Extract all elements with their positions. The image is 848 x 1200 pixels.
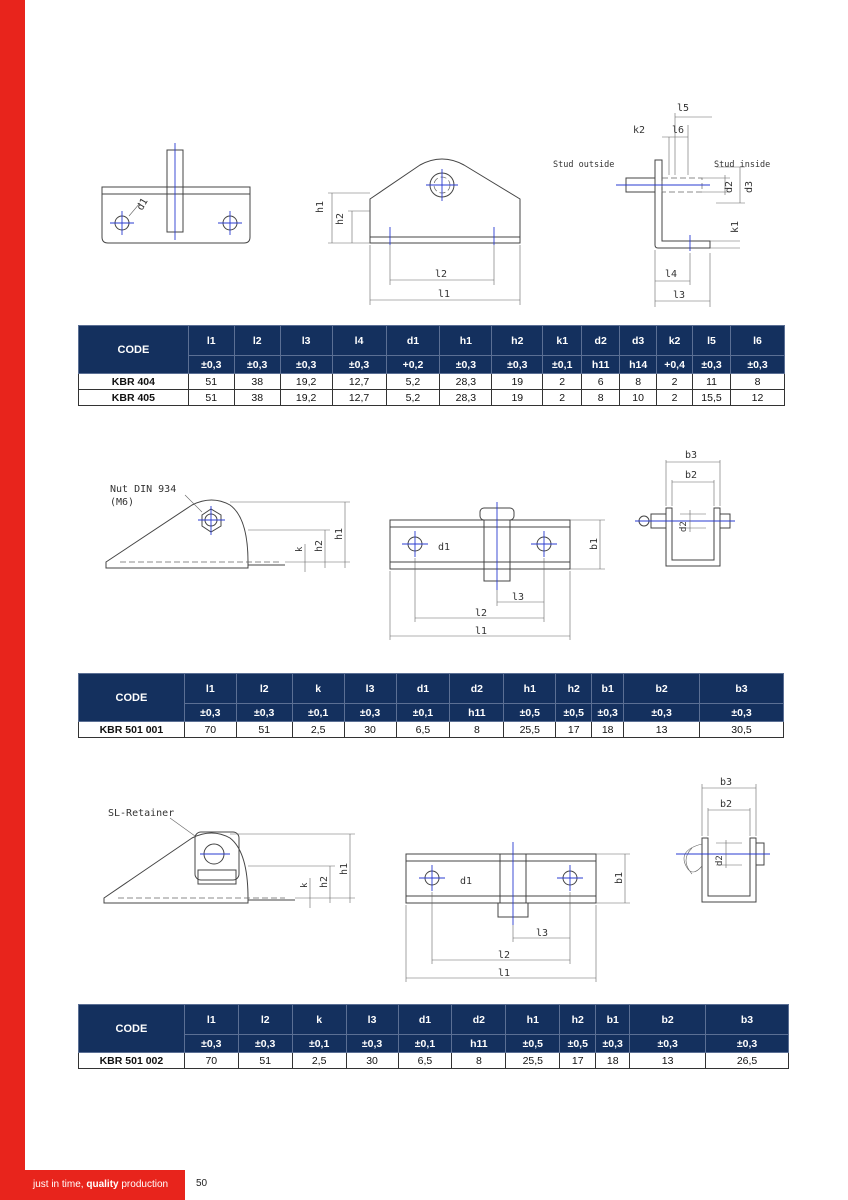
tol-d2: h11 — [450, 704, 504, 722]
header-l6: l6 — [731, 326, 785, 356]
code-header: CODE — [79, 1005, 185, 1053]
footer-tagline — [25, 1170, 185, 1200]
tol-h1: ±0,3 — [440, 356, 492, 374]
tol-h2: ±0,5 — [560, 1035, 596, 1053]
cell: 12,7 — [332, 374, 386, 390]
label-l6: l6 — [672, 125, 685, 136]
label-stud-outside: Stud outside — [553, 160, 615, 170]
cell: 30 — [344, 722, 396, 738]
header-l1: l1 — [184, 674, 236, 704]
header-b1: b1 — [596, 1005, 630, 1035]
tolerance-row — [79, 1035, 789, 1053]
footer-tagline-post: production — [118, 1179, 169, 1190]
header-b2: b2 — [630, 1005, 706, 1035]
label-l1: l1 — [438, 289, 451, 300]
header-d1: d1 — [386, 326, 440, 356]
header-l5: l5 — [693, 326, 731, 356]
label-h2: h2 — [335, 212, 346, 225]
cell: 70 — [184, 1053, 238, 1069]
label-l4: l4 — [665, 269, 678, 280]
label-b3: b3 — [720, 777, 733, 788]
label-k: k — [300, 882, 310, 888]
label-d1: d1 — [438, 542, 451, 553]
header-k2: k2 — [657, 326, 693, 356]
tol-l1: ±0,3 — [188, 356, 234, 374]
drawing-kbr-501-001 — [80, 440, 780, 645]
cell: 25,5 — [504, 722, 556, 738]
cell: 51 — [188, 374, 234, 390]
label-h1: h1 — [334, 527, 345, 540]
tol-b3: ±0,3 — [706, 1035, 789, 1053]
label-b3: b3 — [685, 450, 698, 461]
tol-d1: +0,2 — [386, 356, 440, 374]
tol-b2: ±0,3 — [624, 704, 700, 722]
cell: 2 — [657, 390, 693, 406]
cell: 30,5 — [700, 722, 784, 738]
bracket-front-view — [328, 159, 520, 305]
label-k1: k1 — [730, 220, 741, 233]
header-row — [79, 326, 785, 356]
cell: 18 — [592, 722, 624, 738]
label-d2: d2 — [679, 521, 689, 532]
header-l2: l2 — [236, 674, 292, 704]
label-d3: d3 — [744, 180, 755, 193]
label-h2: h2 — [319, 875, 330, 888]
header-d2: d2 — [452, 1005, 506, 1035]
cell: 19,2 — [280, 374, 332, 390]
table-row — [79, 374, 785, 390]
cell: 8 — [731, 374, 785, 390]
footer-tagline-bold: quality — [86, 1179, 119, 1190]
label-b1: b1 — [614, 871, 625, 884]
spec-table-kbr-501-002 — [78, 1004, 789, 1069]
bracket-top-view — [390, 502, 605, 640]
label-h1: h1 — [339, 862, 350, 875]
tol-k: ±0,1 — [292, 1035, 346, 1053]
cell: 12,7 — [332, 390, 386, 406]
bracket-top-view-retainer — [406, 842, 630, 982]
tol-b3: ±0,3 — [700, 704, 784, 722]
header-l3: l3 — [344, 674, 396, 704]
drawing-kbr-501-002 — [80, 770, 780, 990]
header-row — [79, 1005, 789, 1035]
cell: 8 — [452, 1053, 506, 1069]
cell: 30 — [346, 1053, 398, 1069]
cell: 17 — [556, 722, 592, 738]
header-h1: h1 — [506, 1005, 560, 1035]
bracket-side-view-retainer — [104, 818, 355, 908]
tol-l1: ±0,3 — [184, 1035, 238, 1053]
cell: 38 — [234, 390, 280, 406]
header-d2: d2 — [450, 674, 504, 704]
tol-l6: ±0,3 — [731, 356, 785, 374]
cell: 28,3 — [440, 374, 492, 390]
tol-l2: ±0,3 — [238, 1035, 292, 1053]
row-code: KBR 501 001 — [79, 722, 185, 738]
header-h1: h1 — [440, 326, 492, 356]
cell: 51 — [188, 390, 234, 406]
spec-table-kbr-404 — [78, 325, 785, 406]
spec-table-kbr-501-001 — [78, 673, 784, 738]
header-h2: h2 — [492, 326, 543, 356]
tol-l2: ±0,3 — [234, 356, 280, 374]
cell: 2 — [543, 390, 582, 406]
code-header: CODE — [79, 326, 189, 374]
tol-l3: ±0,3 — [280, 356, 332, 374]
label-l3: l3 — [536, 928, 549, 939]
cell: 17 — [560, 1053, 596, 1069]
tol-k1: ±0,1 — [543, 356, 582, 374]
header-h2: h2 — [560, 1005, 596, 1035]
drawing-kbr-404 — [80, 95, 780, 315]
tol-h2: ±0,5 — [556, 704, 592, 722]
tol-b1: ±0,3 — [596, 1035, 630, 1053]
code-header: CODE — [79, 674, 185, 722]
label-l1: l1 — [475, 626, 488, 637]
header-l3: l3 — [280, 326, 332, 356]
tol-l2: ±0,3 — [236, 704, 292, 722]
cell: 5,2 — [386, 390, 440, 406]
tol-d1: ±0,1 — [398, 1035, 452, 1053]
header-h1: h1 — [504, 674, 556, 704]
tolerance-row — [79, 704, 784, 722]
tol-k2: +0,4 — [657, 356, 693, 374]
red-side-bar — [0, 0, 25, 1200]
header-b3: b3 — [706, 1005, 789, 1035]
cell: 18 — [596, 1053, 630, 1069]
label-m6: (M6) — [110, 497, 135, 508]
label-b2: b2 — [685, 470, 698, 481]
header-d1: d1 — [396, 674, 450, 704]
cell: 28,3 — [440, 390, 492, 406]
label-d2: d2 — [724, 180, 735, 193]
cell: 38 — [234, 374, 280, 390]
header-k: k — [292, 1005, 346, 1035]
tol-l5: ±0,3 — [693, 356, 731, 374]
label-d2: d2 — [715, 855, 725, 866]
row-code: KBR 405 — [79, 390, 189, 406]
cell: 12 — [731, 390, 785, 406]
tol-l1: ±0,3 — [184, 704, 236, 722]
cell: 70 — [184, 722, 236, 738]
cell: 2 — [543, 374, 582, 390]
header-d2: d2 — [582, 326, 620, 356]
label-stud-inside: Stud inside — [714, 160, 771, 170]
row-code: KBR 404 — [79, 374, 189, 390]
header-l1: l1 — [184, 1005, 238, 1035]
cell: 19 — [492, 374, 543, 390]
header-k: k — [292, 674, 344, 704]
label-l1: l1 — [498, 968, 511, 979]
header-d1: d1 — [398, 1005, 452, 1035]
header-l3: l3 — [346, 1005, 398, 1035]
cell: 6,5 — [396, 722, 450, 738]
label-l3: l3 — [512, 592, 525, 603]
label-k2: k2 — [633, 125, 646, 136]
cell: 2,5 — [292, 722, 344, 738]
cell: 19 — [492, 390, 543, 406]
cell: 51 — [238, 1053, 292, 1069]
angle-bracket-view — [616, 113, 745, 307]
cell: 6,5 — [398, 1053, 452, 1069]
tol-h1: ±0,5 — [504, 704, 556, 722]
label-l2: l2 — [475, 608, 488, 619]
header-l2: l2 — [238, 1005, 292, 1035]
label-h2: h2 — [314, 539, 325, 552]
tol-d1: ±0,1 — [396, 704, 450, 722]
tol-b2: ±0,3 — [630, 1035, 706, 1053]
label-b2: b2 — [720, 799, 733, 810]
header-row — [79, 674, 784, 704]
label-h1: h1 — [315, 200, 326, 213]
tol-l4: ±0,3 — [332, 356, 386, 374]
tol-d2: h11 — [582, 356, 620, 374]
page-number: 50 — [196, 1178, 208, 1189]
tol-h2: ±0,3 — [492, 356, 543, 374]
label-d1: d1 — [460, 876, 473, 887]
header-l4: l4 — [332, 326, 386, 356]
header-l2: l2 — [234, 326, 280, 356]
cell: 8 — [582, 390, 620, 406]
table-row — [79, 722, 784, 738]
cell: 5,2 — [386, 374, 440, 390]
tol-d3: h14 — [620, 356, 657, 374]
label-b1: b1 — [589, 537, 600, 550]
header-h2: h2 — [556, 674, 592, 704]
cell: 19,2 — [280, 390, 332, 406]
tol-h1: ±0,5 — [506, 1035, 560, 1053]
cell: 11 — [693, 374, 731, 390]
header-l1: l1 — [188, 326, 234, 356]
cell: 13 — [630, 1053, 706, 1069]
bracket-side-view — [102, 143, 250, 243]
row-code: KBR 501 002 — [79, 1053, 185, 1069]
tol-k: ±0,1 — [292, 704, 344, 722]
table-row — [79, 390, 785, 406]
header-b3: b3 — [700, 674, 784, 704]
footer-tagline-pre: just in time, — [33, 1179, 87, 1190]
tol-d2: h11 — [452, 1035, 506, 1053]
cell: 8 — [620, 374, 657, 390]
label-d1: d1 — [135, 196, 151, 213]
header-d3: d3 — [620, 326, 657, 356]
cell: 2 — [657, 374, 693, 390]
label-l3: l3 — [673, 290, 686, 301]
label-nut-din: Nut DIN 934 — [110, 484, 177, 495]
cell: 25,5 — [506, 1053, 560, 1069]
label-sl-retainer: SL-Retainer — [108, 808, 175, 819]
cell: 15,5 — [693, 390, 731, 406]
cell: 8 — [450, 722, 504, 738]
cell: 13 — [624, 722, 700, 738]
tol-l3: ±0,3 — [344, 704, 396, 722]
cell: 10 — [620, 390, 657, 406]
label-k: k — [295, 546, 305, 552]
table-row — [79, 1053, 789, 1069]
cell: 2,5 — [292, 1053, 346, 1069]
tol-b1: ±0,3 — [592, 704, 624, 722]
header-k1: k1 — [543, 326, 582, 356]
label-l2: l2 — [435, 269, 448, 280]
label-l5: l5 — [677, 103, 690, 114]
tol-l3: ±0,3 — [346, 1035, 398, 1053]
header-b2: b2 — [624, 674, 700, 704]
bracket-side-view-nut — [106, 495, 350, 572]
header-b1: b1 — [592, 674, 624, 704]
cell: 51 — [236, 722, 292, 738]
label-l2: l2 — [498, 950, 511, 961]
cell: 6 — [582, 374, 620, 390]
cell: 26,5 — [706, 1053, 789, 1069]
